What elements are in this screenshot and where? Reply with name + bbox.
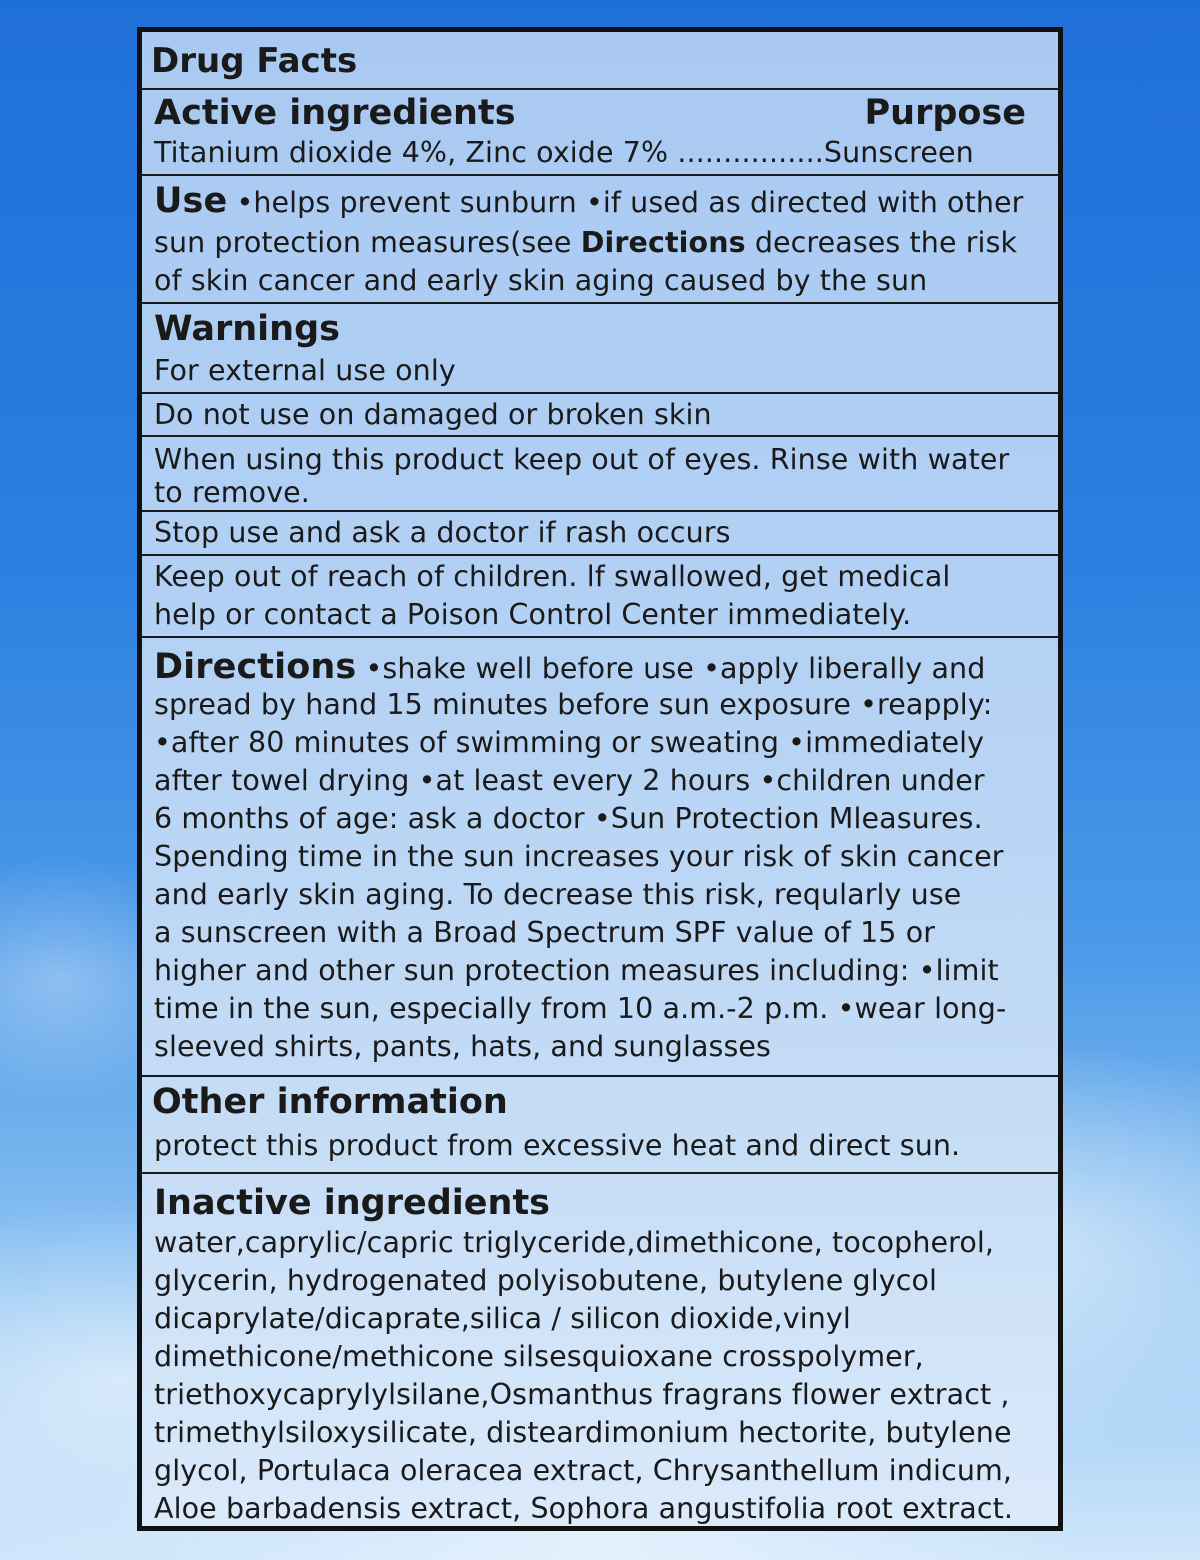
warning-stop-use-section <box>142 510 1058 554</box>
warning-external-use: For external use only <box>154 354 456 387</box>
warning-stop-use: Stop use and ask a doctor if rash occurs <box>154 516 731 549</box>
directions-heading: Directions <box>154 647 357 687</box>
use-text-1: •helps prevent sunburn •if used as directed with other <box>227 186 1024 219</box>
inactive-ingredients-line: dicaprylate/dicaprate,silica / silicon dioxide,vinyl <box>154 1302 851 1335</box>
directions-section <box>142 636 1058 1075</box>
other-information-text: protect this product from excessive heat and direct sun. <box>154 1129 961 1162</box>
directions-line: •after 80 minutes of swimming or sweating •immediately <box>154 726 985 759</box>
inactive-ingredients-line: trimethylsiloxysilicate, disteardimonium hectorite, butylene <box>154 1416 1012 1449</box>
directions-line: Spending time in the sun increases your risk of skin cancer <box>154 840 1004 873</box>
directions-line: a sunscreen with a Broad Spectrum SPF value of 15 or <box>154 916 936 949</box>
directions-line: 6 months of age: ask a doctor •Sun Protection Mleasures. <box>154 802 983 835</box>
other-information-section <box>142 1075 1058 1172</box>
use-directions-ref: Directions <box>580 226 746 259</box>
use-heading: Use <box>154 181 228 221</box>
inactive-ingredients-line: glycol, Portulaca oleracea extract, Chrysanthellum indicum, <box>154 1454 1013 1487</box>
use-line-1 <box>154 182 1023 222</box>
drug-facts-header <box>142 32 1058 88</box>
warning-damaged-skin-section <box>142 392 1058 435</box>
use-section <box>142 174 1058 302</box>
inactive-ingredients-line: dimethicone/methicone silsesquioxane crosspolymer, <box>154 1340 924 1373</box>
inactive-ingredients-heading: Inactive ingredients <box>154 1183 551 1223</box>
active-ingredients-section <box>142 88 1058 174</box>
drug-facts-panel <box>137 27 1063 1531</box>
warnings-section <box>142 302 1058 392</box>
inactive-ingredients-line: water,caprylic/capric triglyceride,dimethicone, tocopherol, <box>154 1226 995 1259</box>
warning-keep-out-2: help or contact a Poison Control Center immediately. <box>154 598 912 631</box>
directions-line: after towel drying •at least every 2 hours •children under <box>154 764 985 797</box>
warning-when-using-1: When using this product keep out of eyes. Rinse with water <box>154 443 1010 476</box>
purpose-heading: Purpose <box>864 93 1026 133</box>
inactive-ingredients-line: triethoxycaprylylsilane,Osmanthus fragrans flower extract , <box>154 1378 1010 1411</box>
active-ingredient-line: Titanium dioxide 4%, Zinc oxide 7% ................Sunscreen <box>154 136 974 169</box>
warnings-heading: Warnings <box>154 309 340 349</box>
inactive-ingredients-line: Aloe barbadensis extract, Sophora angustifolia root extract. <box>154 1492 1014 1525</box>
warning-when-using-section <box>142 435 1058 510</box>
warning-keep-out-section <box>142 554 1058 636</box>
warning-damaged-skin: Do not use on damaged or broken skin <box>154 398 712 431</box>
directions-line: spread by hand 15 minutes before sun exposure •reapply: <box>154 688 993 721</box>
active-ingredients-heading: Active ingredients <box>154 93 516 133</box>
other-information-heading: Other information <box>152 1082 508 1122</box>
page-title: Drug Facts <box>151 41 358 81</box>
use-line-2 <box>154 224 1017 262</box>
directions-line: time in the sun, especially from 10 a.m.-2 p.m. •wear long- <box>154 992 1007 1025</box>
directions-line-1 <box>154 648 985 688</box>
use-line-3: of skin cancer and early skin aging caused by the sun <box>154 264 928 297</box>
inactive-ingredients-line: glycerin, hydrogenated polyisobutene, butylene glycol <box>154 1264 938 1297</box>
warning-when-using-2: to remove. <box>154 476 310 509</box>
warning-keep-out-1: Keep out of reach of children. lf swallowed, get medical <box>154 560 951 593</box>
directions-line: and early skin aging. To decrease this risk, reqularly use <box>154 878 962 911</box>
use-text-2a: sun protection measures(see <box>154 226 581 259</box>
use-text-2c: decreases the risk <box>745 226 1018 259</box>
directions-line: sleeved shirts, pants, hats, and sunglasses <box>154 1030 772 1063</box>
inactive-ingredients-section <box>142 1172 1058 1526</box>
directions-line: higher and other sun protection measures including: •limit <box>154 954 999 987</box>
directions-text-1: •shake well before use •apply liberally and <box>356 652 986 685</box>
